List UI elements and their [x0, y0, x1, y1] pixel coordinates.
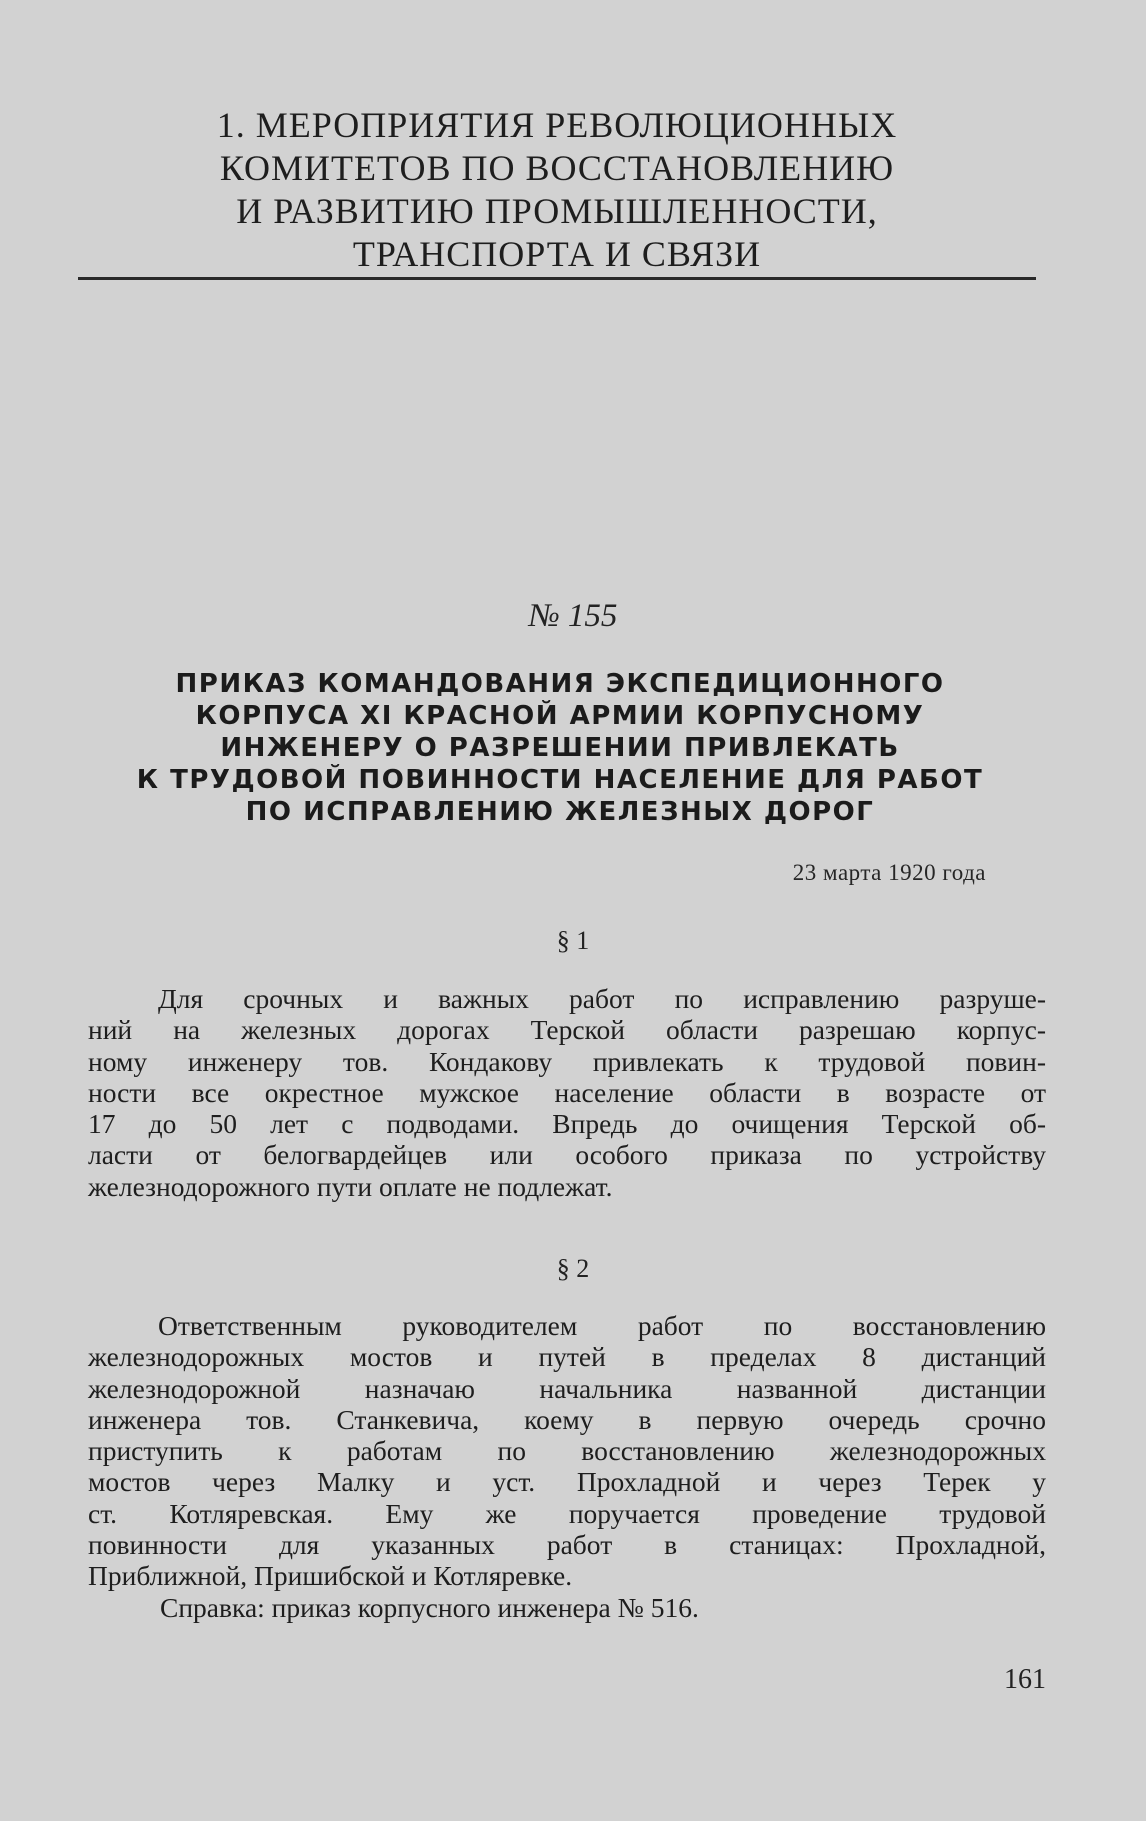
section-title-line: И РАЗВИТИЮ ПРОМЫШЛЕННОСТИ, — [236, 191, 878, 231]
section-title — [78, 104, 1036, 276]
document-heading-line: ИНЖЕНЕРУ О РАЗРЕШЕНИИ ПРИВЛЕКАТЬ — [220, 733, 900, 763]
section-title-line: КОМИТЕТОВ ПО ВОССТАНОВЛЕНИЮ — [219, 148, 895, 188]
title-divider — [78, 277, 1036, 280]
document-heading — [80, 668, 1040, 828]
paragraph-2 — [88, 1310, 1046, 1623]
text-line: железнодорожного пути оплате не подлежат. — [88, 1170, 613, 1202]
paragraph-sign-2: § 2 — [556, 1254, 590, 1283]
paragraph-1 — [88, 983, 1046, 1202]
text-line: ст. Котляревская. Ему же поручается проведение трудовой — [88, 1497, 1046, 1529]
paragraph-sign-1: § 1 — [556, 926, 590, 955]
document-number: № 155 — [528, 598, 618, 634]
text-line: Приближной, Пришибской и Котляревке. — [88, 1560, 573, 1592]
text-line: мостов через Малку и уст. Прохладной и через Терек у — [88, 1466, 1046, 1498]
text-line: железнодорожных мостов и путей в пределах 8 дистанций — [88, 1341, 1046, 1373]
document-heading-line: ПО ИСПРАВЛЕНИЮ ЖЕЛЕЗНЫХ ДОРОГ — [245, 797, 875, 827]
section-title-line: 1. МЕРОПРИЯТИЯ РЕВОЛЮЦИОННЫХ — [216, 105, 898, 145]
document-heading-line: КОРПУСА XI КРАСНОЙ АРМИИ КОРПУСНОМУ — [195, 701, 925, 731]
reference-line: Справка: приказ корпусного инженера № 516. — [160, 1591, 699, 1623]
text-line: 17 до 50 лет с подводами. Впредь до очищения Терской об- — [88, 1108, 1046, 1140]
page-number: 161 — [1004, 1664, 1046, 1695]
section-title-line: ТРАНСПОРТА И СВЯЗИ — [352, 234, 762, 274]
document-heading-line: К ТРУДОВОЙ ПОВИННОСТИ НАСЕЛЕНИЕ ДЛЯ РАБОТ — [136, 765, 984, 795]
text-line: ности все окрестное мужское население области в возрасте от — [88, 1076, 1046, 1108]
text-line: ний на железных дорогах Терской области разрешаю корпус- — [88, 1014, 1046, 1046]
text-line: ласти от белогвардейцев или особого приказа по устройству — [88, 1139, 1046, 1171]
document-heading-line: ПРИКАЗ КОМАНДОВАНИЯ ЭКСПЕДИЦИОННОГО — [175, 669, 945, 699]
text-line: приступить к работам по восстановлению железнодорожных — [88, 1435, 1046, 1467]
text-line: повинности для указанных работ в станицах: Прохладной, — [88, 1529, 1046, 1561]
text-line: Ответственным руководителем работ по восстановлению — [158, 1310, 1046, 1341]
text-line: ному инженеру тов. Кондакову привлекать к трудовой повин- — [88, 1045, 1046, 1077]
document-date: 23 марта 1920 года — [792, 860, 986, 885]
text-line: инженера тов. Станкевича, коему в первую очередь срочно — [88, 1403, 1046, 1435]
text-line: железнодорожной назначаю начальника названной дистанции — [88, 1372, 1046, 1404]
text-line: Для срочных и важных работ по исправлению разруше- — [158, 983, 1046, 1014]
